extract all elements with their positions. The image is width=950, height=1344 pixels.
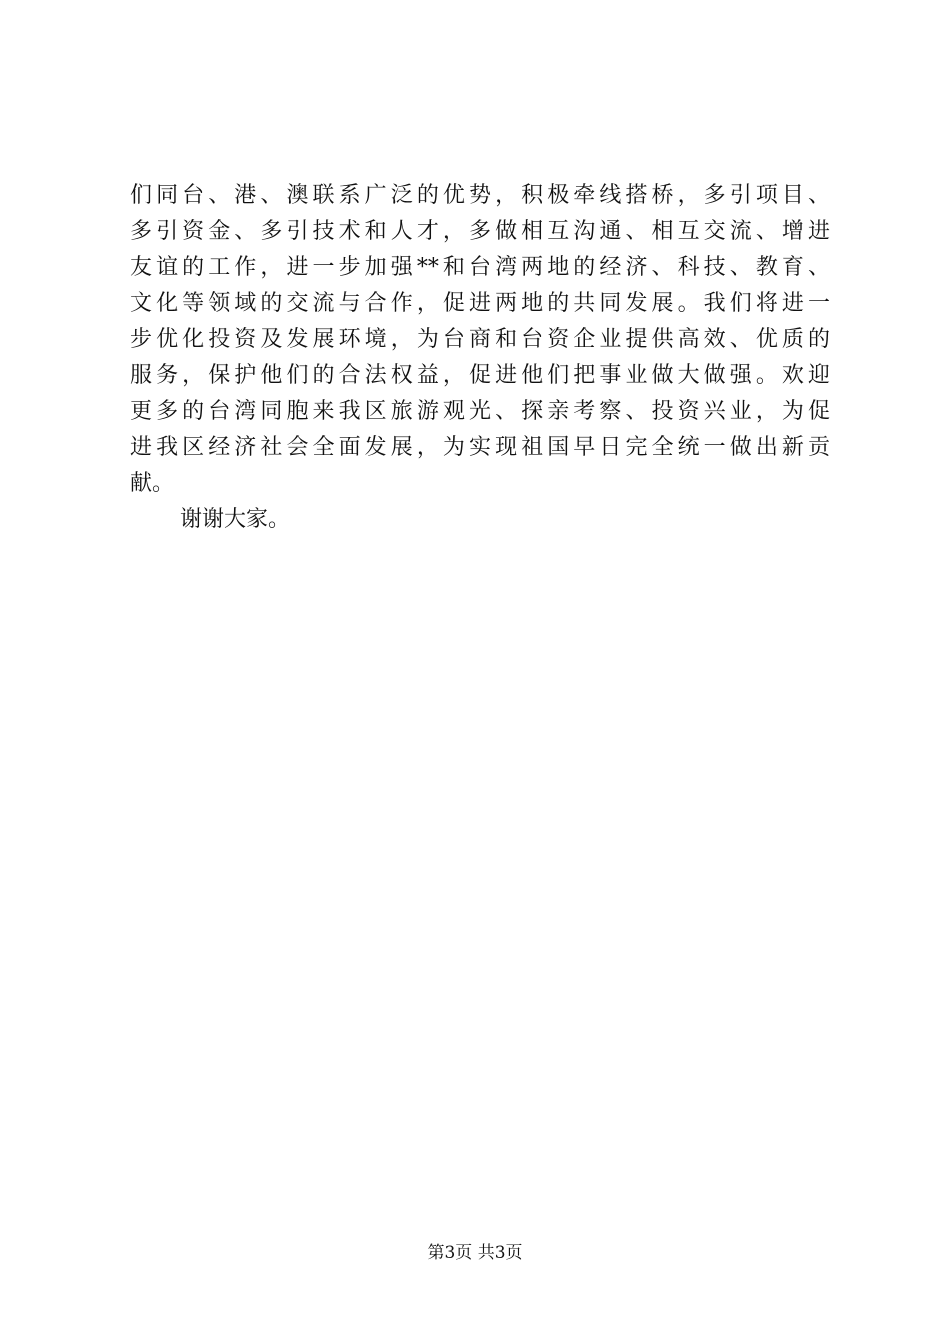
paragraph-line: 更多的台湾同胞来我区旅游观光、探亲考察、投资兴业，为促 [130, 399, 830, 424]
paragraph-line: 服务，保护他们的合法权益，促进他们把事业做大做强。欢迎 [130, 363, 830, 388]
paragraph-line: 文化等领域的交流与合作，促进两地的共同发展。我们将进一 [130, 291, 830, 316]
paragraph-line: 步优化投资及发展环境，为台商和台资企业提供高效、优质的 [130, 327, 830, 352]
paragraph-line: 进我区经济社会全面发展，为实现祖国早日完全统一做出新贡 [130, 435, 830, 460]
closing-line: 谢谢大家。 [180, 507, 291, 532]
body-text [130, 178, 830, 538]
paragraph-line: 友谊的工作，进一步加强**和台湾两地的经济、科技、教育、 [130, 255, 830, 280]
page-number-footer: 第3页 共3页 [427, 1243, 523, 1263]
paragraph-line: 多引资金、多引技术和人才，多做相互沟通、相互交流、增进 [130, 219, 830, 244]
paragraph-line: 献。 [130, 471, 175, 496]
paragraph-line: 们同台、港、澳联系广泛的优势，积极牵线搭桥，多引项目、 [130, 183, 830, 208]
